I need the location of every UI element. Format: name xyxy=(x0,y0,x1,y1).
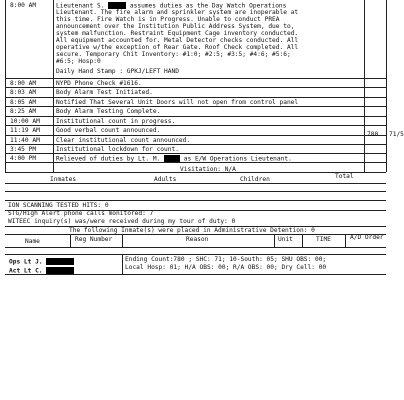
detention-header-ad-order: A/D Order xyxy=(350,234,384,241)
row-divider xyxy=(5,144,386,145)
detention-col-divider xyxy=(122,234,123,247)
count-value: 780 xyxy=(367,131,379,138)
visitation-divider xyxy=(5,183,386,184)
entry-text-line xyxy=(56,155,292,163)
visitation-divider xyxy=(5,191,386,192)
entry-text-line: operative w/the exception of Rear Gate. Roof Check completed. All xyxy=(56,44,299,51)
entry-time: 10:00 AM xyxy=(10,118,40,125)
detention-divider xyxy=(5,254,386,255)
visitation-header-adults: Adults xyxy=(154,176,177,183)
entry-text-line: Institutional count in progress. xyxy=(56,118,176,125)
count-value: 71/5 xyxy=(389,131,404,138)
detention-col-divider xyxy=(345,234,346,247)
row-divider xyxy=(5,106,386,107)
entry-text-line: Body Alarm Test Initiated. xyxy=(56,89,153,96)
detention-header-time: TIME xyxy=(316,236,331,243)
detention-divider xyxy=(5,234,386,235)
ion-scanning-hits: ION SCANNING TESTED HITS: 0 xyxy=(8,202,109,209)
act-lt-label: Act Lt C. xyxy=(9,267,43,275)
entry-text: assumes duties as the Day Watch Operations xyxy=(129,2,287,10)
entry-text-line: NYPD Phone Check #1616. xyxy=(56,80,142,87)
entry-text-line: announcement over the Institution Public Address System, due to, xyxy=(56,23,295,30)
entry-time: 8:25 AM xyxy=(10,108,37,115)
row-divider xyxy=(5,97,386,98)
visitation-header-inmates: Inmates xyxy=(50,176,77,183)
visitation-title: Visitation: N/A xyxy=(180,166,236,173)
entry-text: Relieved of duties by Lt. M. xyxy=(56,155,161,163)
redaction-bar xyxy=(46,267,74,274)
detention-header-reg-number: Reg Number xyxy=(75,236,113,243)
row-divider xyxy=(5,135,386,136)
row-divider xyxy=(5,153,386,154)
entry-text-line: this time. Fire Watch is in Progress. Unable to conduct PREA xyxy=(56,16,280,23)
entry-text-line: Lieutenant. The fire alarm and sprinkler system are inoperable at xyxy=(56,9,299,16)
table-left-border xyxy=(5,0,6,172)
local-hosp-count: Local Hosp: 01; H/A OBS: 00; R/A OBS: 00; Dry Cell: 00 xyxy=(125,264,327,271)
entry-text-line: Daily Hand Stamp : GPKJ/LEFT HAND xyxy=(56,68,179,75)
entry-time: 8:00 AM xyxy=(10,2,37,9)
detention-header-reason: Reason xyxy=(186,236,209,243)
entry-text-line: Institutional lockdown for count. xyxy=(56,146,179,153)
row-divider xyxy=(5,78,386,79)
row-divider xyxy=(5,116,386,117)
visitation-header-children: Children xyxy=(240,176,270,183)
entry-text-line: Clear institutional count announced. xyxy=(56,137,191,144)
stg-calls-monitored: STG/High Alert phone calls monitored: 7 xyxy=(8,210,154,217)
entry-text: Lieutenant S. xyxy=(56,2,105,10)
table-right-border xyxy=(386,0,387,172)
detention-col-divider xyxy=(302,234,303,247)
time-column-divider xyxy=(53,0,54,172)
entry-time: 3:45 PM xyxy=(10,146,37,153)
entry-text-line: #6:5; Hosp:0 xyxy=(56,58,101,65)
redaction-bar xyxy=(164,155,180,162)
ops-lt-signoff xyxy=(9,258,74,266)
entry-text-line: system malfunction. Restraint Equipment Cage inventory conducted. xyxy=(56,30,299,37)
detention-header-unit: Unit xyxy=(278,236,293,243)
entry-text-line: Body Alarm Testing Complete. xyxy=(56,108,161,115)
entry-time: 11:19 AM xyxy=(10,127,40,134)
entry-text-line: All equipment accounted for. Metal Detector checks conducted. All xyxy=(56,37,299,44)
entry-time: 11:40 AM xyxy=(10,137,40,144)
detention-title: The following Inmate(s) were placed in Administrative Detention: 0 xyxy=(69,227,315,234)
entry-text: as E/W Operations Lieutenant. xyxy=(183,155,292,163)
detention-col-divider xyxy=(70,234,71,247)
entry-time: 8:05 AM xyxy=(10,99,37,106)
count-column-divider xyxy=(364,0,365,172)
row-divider xyxy=(5,125,386,126)
entry-time: 8:00 AM xyxy=(10,80,37,87)
signoff-divider xyxy=(122,254,123,274)
detention-divider xyxy=(5,247,386,248)
redaction-bar xyxy=(108,2,126,9)
entry-text-line: Good verbal count announced. xyxy=(56,127,161,134)
visitation-header-total: Total xyxy=(335,173,354,180)
ops-lt-label: Ops Lt J. xyxy=(9,258,43,266)
entry-text-line: secure. Temporary Chit Inventory: #1:0; #2:5; #3:5; #4:6; #5:6; xyxy=(56,51,291,58)
witeec-inquiries: WITEEC inquiry(s) was/were received during my tour of duty: 0 xyxy=(8,218,236,225)
row-divider xyxy=(5,87,386,88)
signoff-bottom-border xyxy=(5,274,386,275)
ending-count: Ending Count:780 ; SHC: 71; 10-South: 05; SHU OBS: 00; xyxy=(125,256,327,263)
entry-time: 8:03 AM xyxy=(10,89,37,96)
entry-text-line: Notified That Several Unit Doors will not open from control panel xyxy=(56,99,299,106)
detention-header-name: Name xyxy=(25,238,40,245)
detention-col-divider xyxy=(274,234,275,247)
redaction-bar xyxy=(46,258,74,265)
entry-time: 4:00 PM xyxy=(10,155,37,162)
visitation-divider xyxy=(5,200,386,201)
